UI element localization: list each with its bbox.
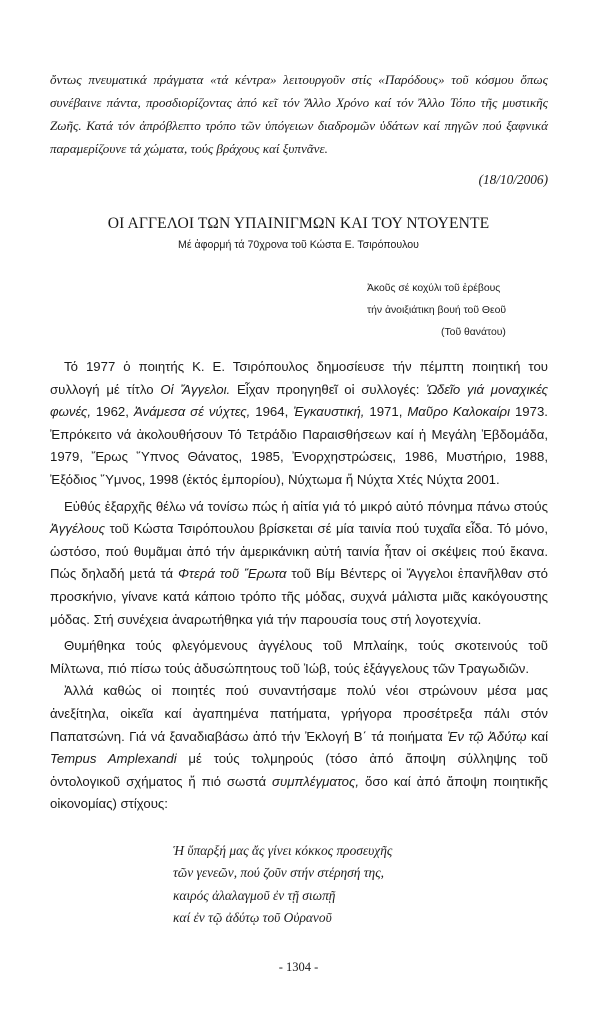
poem-line: τῶν γενεῶν, πού ζοῦν στήν στέρησή της, xyxy=(173,865,384,881)
poem-line: καιρός ἀλαλαγμοῦ ἐν τῇ σιωπῇ xyxy=(173,887,336,903)
body-paragraph: Ἀλλά καθώς οἱ ποιητές πού συναντήσαμε πολύ νέοι στρώνουν μέσα μας ἀνεξίτηλα, οἰκεῖα καί ἀγαπημένα πατήματα, γρήγορα προσέτρεξα πάλι στόν Παπατσώνη. Γιά νά ξαναδιαβάσω ἀπό τήν Ἐκλογή Β΄ τά ποιήματα Ἐν τῷ Ἀδύτῳ καί Tempus Amplexandi μέ τούς τολμηρούς (τόσο ἀπό ἄποψη σύλληψης τοῦ ὀντολογικοῦ σχήματος ἤ πιό σωστά συμπλέγματος, ὅσο καί ἀπό ἄποψη ποιητικῆς οἰκονομίας) στίχους: xyxy=(50,683,549,812)
article-subtitle: Μέ ἀφορμή τά 70χρονα τοῦ Κώστα Ε. Τσιρόπουλου xyxy=(178,239,419,251)
intro-paragraph: ὄντως πνευματικά πράγματα «τά κέντρα» λειτουργοῦν στίς «Παρόδους» τοῦ κόσμου ὅπως συνέβαινε πάντα, προσδιορίζοντας ἀπό κεῖ τόν Ἄλλο Χρόνο καί τόν Ἄλλο Τόπο τῆς μυστικῆς Ζωῆς. Κατά τόν ἀπρόβλεπτο τρόπο τῶν ὑπόγειων διαδρομῶν ὑδάτων καί πηγῶν πού ξαφνικά παραμερίζουνε τά χώματα, τούς βράχους καί ξυπνᾶνε. xyxy=(50,72,548,156)
epigraph-line: τήν ἀνοιξιάτικη βουή τοῦ Θεοῦ xyxy=(367,305,507,316)
epigraph-source: (Τοῦ θανάτου) xyxy=(441,327,506,338)
poem-line: Ἡ ὕπαρξή μας ἄς γίνει κόκκος προσευχῆς xyxy=(173,843,393,858)
body-paragraph: Τό 1977 ὁ ποιητής Κ. Ε. Τσιρόπουλος δημοσίευσε τήν πέμπτη ποιητική του συλλογή μέ τίτλο Οἱ Ἄγγελοι. Εἶχαν προηγηθεῖ οἱ συλλογές: Ὠδεῖο γιά μοναχικές φωνές, 1962, Ἀνάμεσα σέ νύχτες, 1964, Ἐγκαυστική, 1971, Μαῦρο Καλοκαίρι 1973. Ἐπρόκειτο νά ἀκολουθήσουν Τό Τετράδιο Παραισθήσεων καί ἡ Μεγάλη Ἑβδομάδα, 1979, Ἔρως Ὕπνος Θάνατος, 1985, Ἐνορχηστρώσεις, 1986, Μυστήριο, 1988, Ἐξόδιος Ὕμνος, 1998 (ἐκτός ἐμπορίου), Νύχτωμα ἤ Νύχτα Χτές Νύχτα 2001. xyxy=(50,359,549,487)
page-number: - 1304 - xyxy=(278,960,319,974)
poem-quote xyxy=(173,840,392,930)
epigraph xyxy=(367,278,557,344)
article-date: (18/10/2006) xyxy=(478,172,548,187)
poem-line: καί ἐν τῷ ἀδύτῳ τοῦ Οὐρανοῦ xyxy=(173,910,332,926)
body-paragraph: Εὐθύς ἐξαρχῆς θέλω νά τονίσω πώς ἡ αἰτία γιά τό μικρό αὐτό πόνημα πάνω στούς Ἀγγέλους τοῦ Κώστα Τσιρόπουλου βρίσκεται σέ μία ταινία πού τυχαῖα εἶδα. Τό μόνο, ὡστόσο, πού θυμᾶμαι ἀπό τήν ἀμερικάνικη αὐτή ταινία ἦταν οἱ σκέψεις πού ἔκανα. Πώς δηλαδή μετά τά Φτερά τοῦ Ἔρωτα τοῦ Βίμ Βέντερς οἱ Ἄγγελοι ἐπανῆλθαν στό προσκήνιο, γίνανε κατά κάποιο τρόπο τῆς μόδας, συχνά μάλιστα μιᾶς κακόγουστης μόδας. Στή συνέχεια ἀναρωτήθηκα γιά τήν παρουσία τους στή λογοτεχνία. xyxy=(50,498,548,627)
body-paragraph: Θυμήθηκα τούς φλεγόμενους ἀγγέλους τοῦ Μπλαίηκ, τούς σκοτεινούς τοῦ Μίλτωνα, πιό πίσω τούς ἀδυσώπητους τοῦ Ἰώβ, τούς ἐξάγγελους τῶν Τραγωδιῶν. xyxy=(50,638,548,676)
article-title: ΟΙ ΑΓΓΕΛΟΙ ΤΩΝ ΥΠΑΙΝΙΓΜΩΝ ΚΑΙ ΤΟΥ ΝΤΟΥΕΝΤΕ xyxy=(107,215,490,232)
epigraph-line: Ἀκοῦς σέ κοχύλι τοῦ ἐρέβους xyxy=(367,283,501,294)
article-body xyxy=(50,356,548,816)
